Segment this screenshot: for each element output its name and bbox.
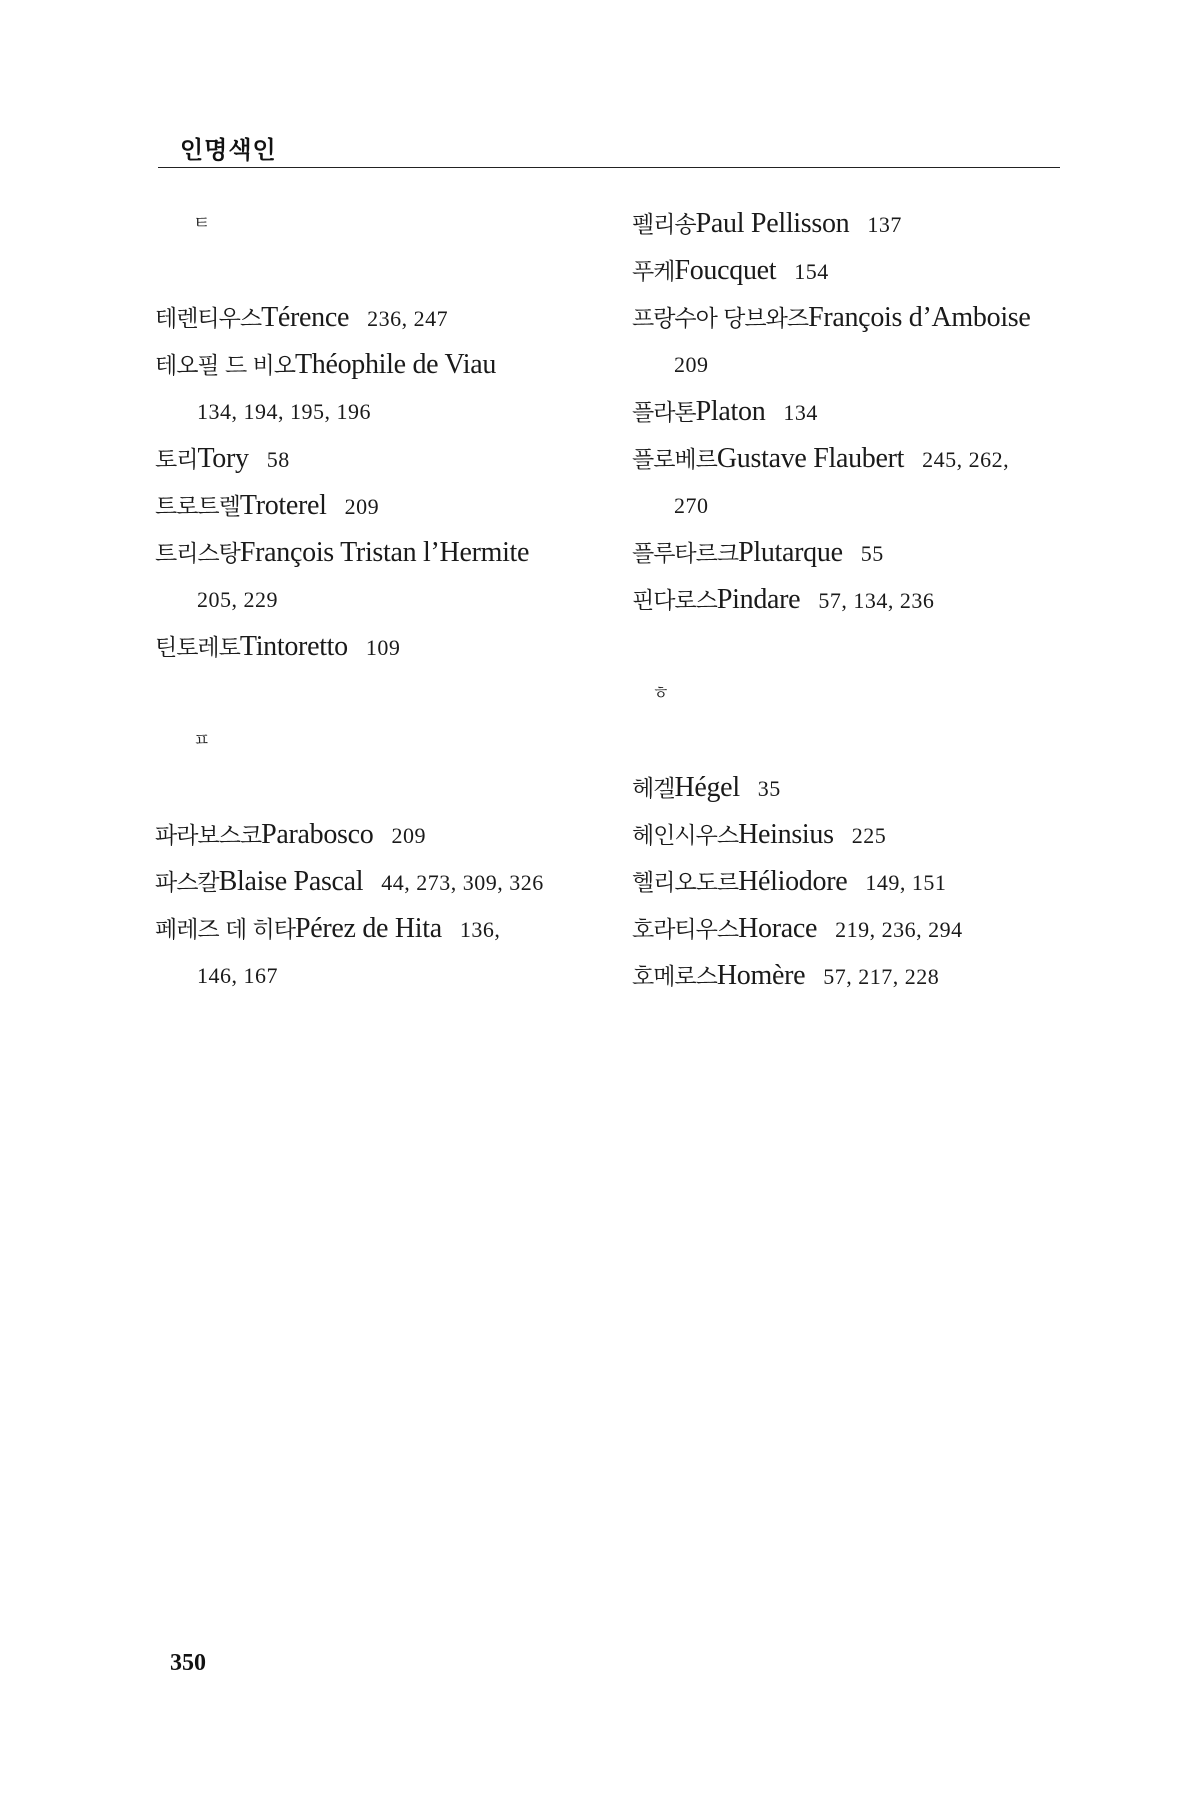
entry-original-name: Horace xyxy=(738,913,818,944)
index-entry-continuation xyxy=(632,482,1072,529)
index-entry xyxy=(632,764,1072,811)
entry-original-name: Pérez de Hita xyxy=(294,913,442,944)
entry-korean-name: 파스칼 xyxy=(155,870,219,896)
entry-korean-name: 틴토레토 xyxy=(155,635,240,661)
index-entry-continuation xyxy=(155,952,595,999)
entry-original-name: Plutarque xyxy=(738,537,843,568)
section-letter: ㅌ xyxy=(193,213,211,234)
entry-page-numbers: 44, 273, 309, 326 xyxy=(381,870,544,895)
index-entry xyxy=(155,341,595,388)
entry-korean-name: 핀다로스 xyxy=(632,588,717,614)
entry-page-numbers: 209 xyxy=(674,352,709,377)
section-gap xyxy=(155,247,595,294)
section-gap xyxy=(155,670,595,717)
entry-original-name: Heinsius xyxy=(738,819,834,850)
entry-original-name: Gustave Flaubert xyxy=(716,443,905,474)
entry-korean-name: 펠리송 xyxy=(632,212,696,238)
entry-page-numbers: 55 xyxy=(860,541,884,566)
index-entry xyxy=(155,858,595,905)
entry-original-name: Blaise Pascal xyxy=(218,866,364,897)
index-entry-continuation xyxy=(155,576,595,623)
section-gap xyxy=(632,623,1072,670)
entry-page-numbers: 134 xyxy=(783,400,818,425)
entry-original-name: Parabosco xyxy=(261,819,374,850)
entry-korean-name: 푸케 xyxy=(632,259,675,285)
index-entry xyxy=(155,905,595,952)
index-entry xyxy=(632,294,1072,341)
section-letter: ㅍ xyxy=(193,730,211,751)
index-entry xyxy=(632,952,1072,999)
index-entry xyxy=(155,482,595,529)
entry-korean-name: 호라티우스 xyxy=(632,917,739,943)
index-entry xyxy=(632,858,1072,905)
index-entry xyxy=(632,247,1072,294)
index-entry xyxy=(155,435,595,482)
index-entry xyxy=(632,576,1072,623)
entry-page-numbers: 245, 262, xyxy=(922,447,1010,472)
entry-korean-name: 프랑수아 당브와즈 xyxy=(632,306,809,332)
entry-korean-name: 테오필 드 비오 xyxy=(155,353,295,379)
section-gap xyxy=(155,764,595,811)
entry-korean-name: 플루타르크 xyxy=(632,541,739,567)
entry-korean-name: 플라톤 xyxy=(632,400,696,426)
entry-page-numbers: 137 xyxy=(867,212,902,237)
index-entry xyxy=(632,811,1072,858)
entry-korean-name: 토리 xyxy=(155,447,198,473)
entry-page-numbers: 205, 229 xyxy=(197,587,278,612)
index-entry xyxy=(632,200,1072,247)
entry-original-name: Hégel xyxy=(674,772,740,803)
header-rule xyxy=(158,167,1060,168)
entry-page-numbers: 236, 247 xyxy=(367,306,449,331)
entry-korean-name: 테렌티우스 xyxy=(155,306,262,332)
entry-original-name: François d’Amboise xyxy=(808,302,1031,333)
entry-page-numbers: 57, 134, 236 xyxy=(818,588,935,613)
entry-page-numbers: 270 xyxy=(674,493,709,518)
right-column xyxy=(632,200,1072,999)
entry-page-numbers: 209 xyxy=(344,494,380,519)
entry-page-numbers: 58 xyxy=(266,447,290,472)
entry-original-name: Pindare xyxy=(716,584,801,615)
left-column xyxy=(155,200,595,999)
entry-original-name: Térence xyxy=(261,302,350,333)
entry-korean-name: 헬리오도르 xyxy=(632,870,739,896)
index-entry xyxy=(155,294,595,341)
entry-page-numbers: 35 xyxy=(757,776,781,801)
section-letter: ㅎ xyxy=(652,683,670,704)
entry-original-name: Héliodore xyxy=(738,866,848,897)
entry-korean-name: 플로베르 xyxy=(632,447,717,473)
entry-korean-name: 페레즈 데 히타 xyxy=(155,917,295,943)
entry-page-numbers: 149, 151 xyxy=(865,870,947,895)
entry-korean-name: 헤인시우스 xyxy=(632,823,739,849)
index-entry xyxy=(632,905,1072,952)
entry-page-numbers: 146, 167 xyxy=(197,963,278,988)
index-entry xyxy=(155,623,595,670)
entry-page-numbers: 136, xyxy=(459,917,501,942)
entry-original-name: Théophile de Viau xyxy=(294,349,497,380)
index-entry-continuation xyxy=(155,388,595,435)
index-entry xyxy=(632,388,1072,435)
entry-page-numbers: 225 xyxy=(851,823,887,848)
entry-page-numbers: 209 xyxy=(391,823,426,848)
entry-page-numbers: 219, 236, 294 xyxy=(835,917,963,942)
entry-original-name: Foucquet xyxy=(674,255,777,286)
page-number: 350 xyxy=(170,1650,206,1676)
index-entry xyxy=(632,435,1072,482)
entry-korean-name: 트리스탕 xyxy=(155,541,240,567)
entry-original-name: Troterel xyxy=(239,490,327,521)
entry-original-name: François Tristan l’Hermite xyxy=(239,537,530,568)
index-entry xyxy=(632,529,1072,576)
index-entry-continuation xyxy=(632,341,1072,388)
entry-original-name: Homère xyxy=(716,960,806,991)
entry-original-name: Platon xyxy=(695,396,766,427)
section-gap xyxy=(632,717,1072,764)
entry-page-numbers: 154 xyxy=(794,259,829,284)
running-head: 인명색인 xyxy=(180,136,277,164)
entry-page-numbers: 109 xyxy=(365,635,401,660)
entry-page-numbers: 57, 217, 228 xyxy=(823,964,940,989)
entry-korean-name: 호메로스 xyxy=(632,964,717,990)
entry-page-numbers: 134, 194, 195, 196 xyxy=(197,399,371,424)
index-entry xyxy=(155,811,595,858)
entry-korean-name: 헤겔 xyxy=(632,776,675,802)
entry-original-name: Paul Pellisson xyxy=(695,208,850,239)
entry-korean-name: 트로트렐 xyxy=(155,494,240,520)
entry-original-name: Tory xyxy=(197,443,249,474)
entry-korean-name: 파라보스코 xyxy=(155,823,262,849)
index-entry xyxy=(155,529,595,576)
entry-original-name: Tintoretto xyxy=(239,631,348,662)
